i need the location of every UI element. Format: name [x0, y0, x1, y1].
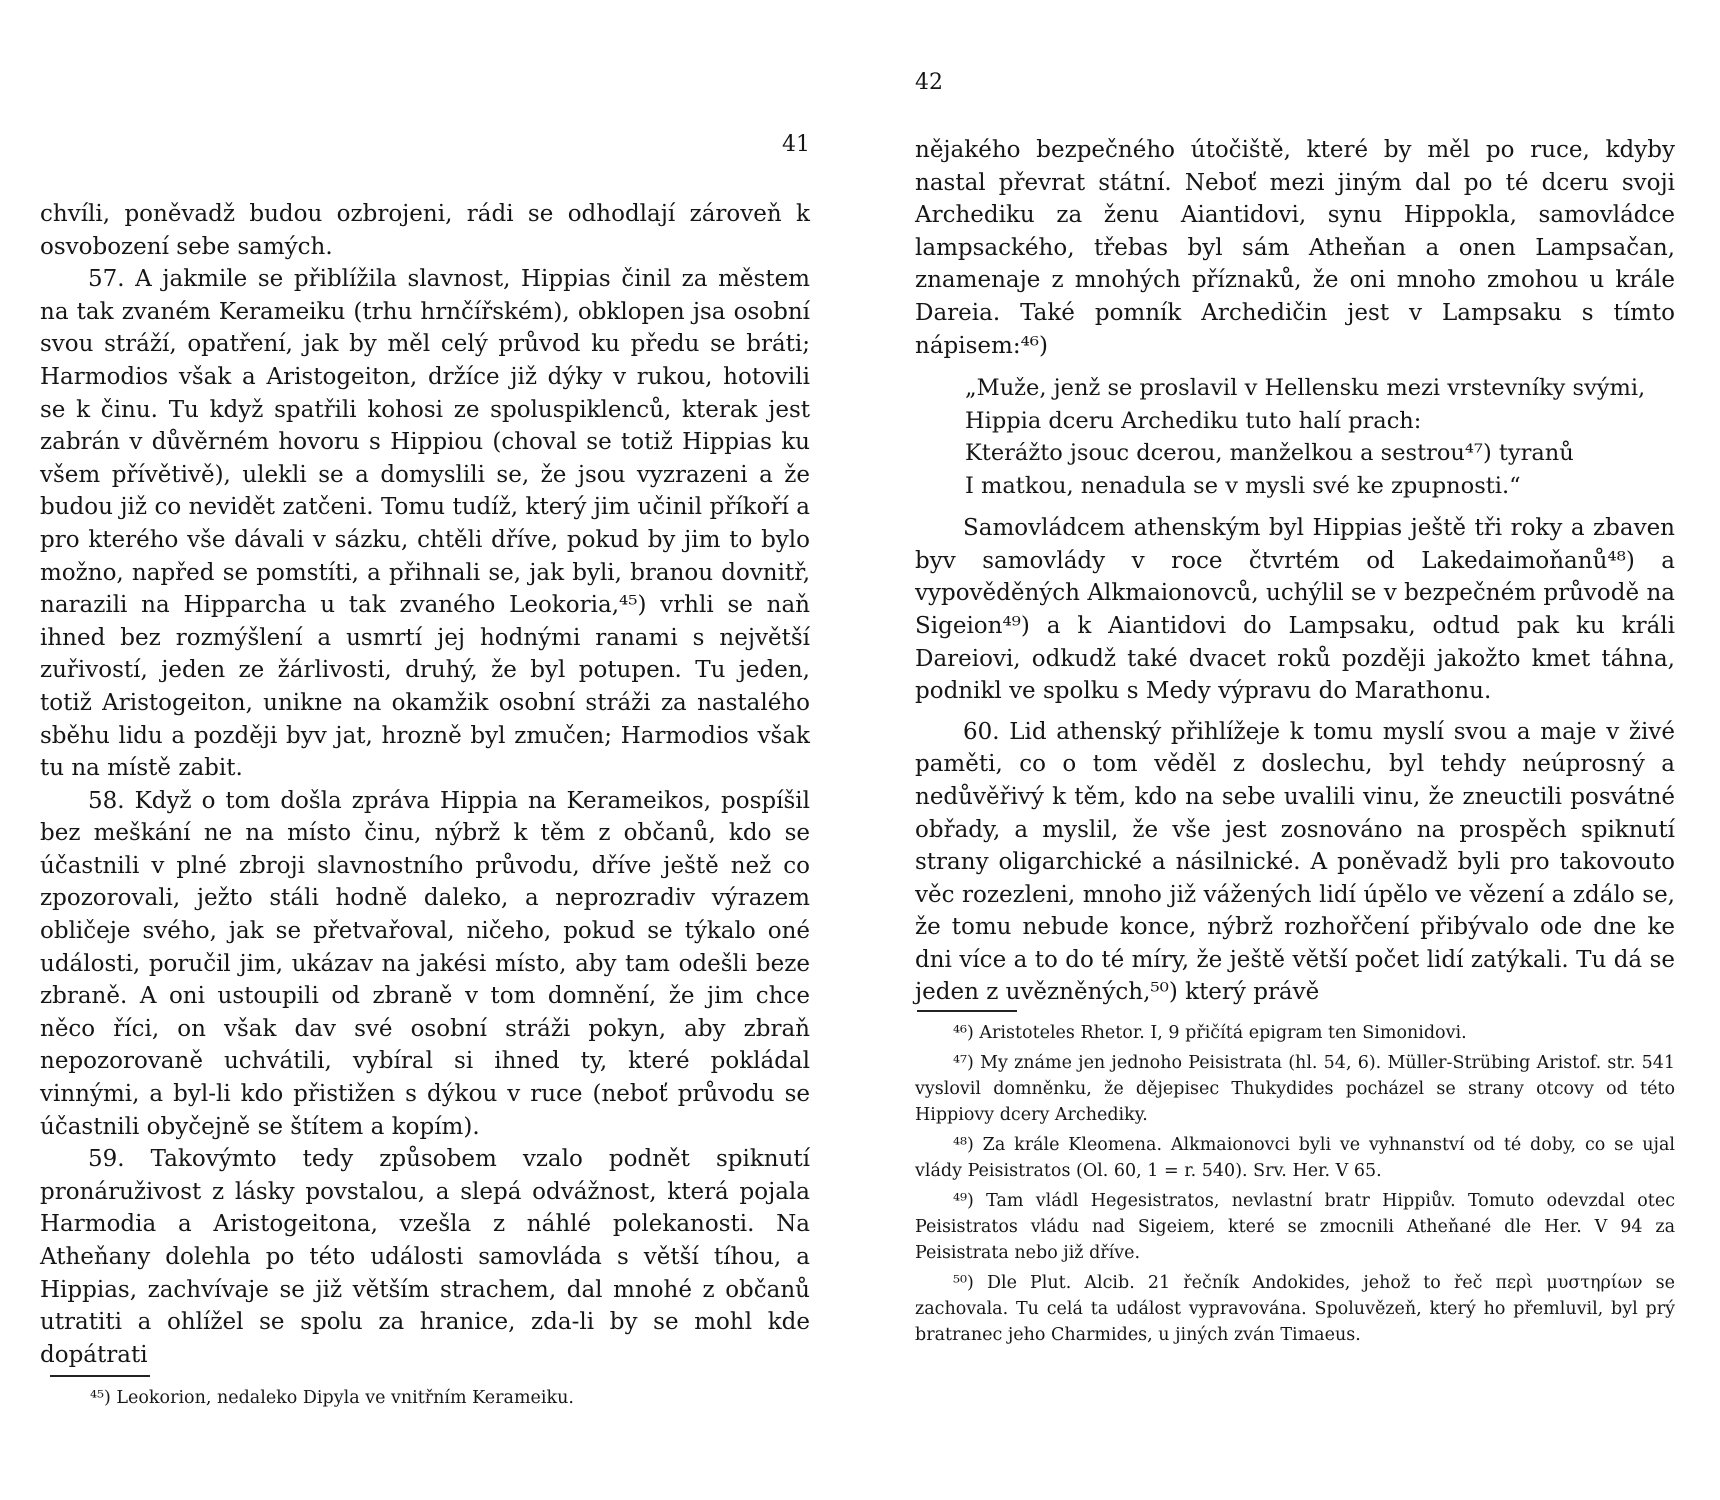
footnote-separator [50, 1375, 150, 1377]
left-footnotes [90, 1385, 810, 1415]
footnote-48: ⁴⁸) Za krále Kleomena. Alkmaionovci byli ve vyhnanství od té doby, co se ujal vlády Peisistratos (Ol. 60, 1 = r. 540). Srv. Her. V 65. [915, 1135, 1675, 1181]
paragraph-59: 59. Takovýmto tedy způsobem vzalo podnět spiknutí pronáruživost z lásky povstalou, a slepá odvážnost, která pojala Harmodia a Aristogeitona, vzešla z náhlé polekanosti. Na Atheňany dolehla po této události samovláda s větší tíhou, a Hippias, zachvívaje se již větším strachem, dal mnohé z občanů utratiti a ohlížel se spolu za hranice, zda-li by se mohl kde dopátrati [40, 1146, 810, 1368]
poem-line: „Muže, jenž se proslavil v Hellensku mezi vrstevníky svými, [965, 375, 1646, 402]
footnote-45: ⁴⁵) Leokorion, nedaleko Dipyla ve vnitřním Kerameiku. [90, 1388, 574, 1408]
right-page [915, 0, 1675, 1500]
left-page [40, 0, 810, 1500]
right-footnotes [915, 1020, 1675, 1352]
footnote-47: ⁴⁷) My známe jen jednoho Peisistrata (hl. 54, 6). Müller-Strübing Aristof. str. 541 vyslovil domněnku, že dějepisec Thukydides pocházel se strany otcovy od této Hippiovy dcery Archediky. [915, 1053, 1675, 1125]
right-body-text [915, 134, 1675, 1009]
paragraph: nějakého bezpečného útočiště, které by měl po ruce, kdyby nastal převrat státní. Neboť mezi jiným dal po té dceru svoji Archediku za ženu Aiantidovi, synu Hippokla, samovládce lampsackého, třebas byl sám Atheňan a onen Lampsačan, znamenaje z mnohých příznaků, že oni mnoho zmohou u krále Dareia. Také pomník Archedičin jest v Lampsaku s tímto nápisem:⁴⁶) [915, 137, 1675, 359]
page-number: 42 [915, 70, 943, 95]
footnote-50: ⁵⁰) Dle Plut. Alcib. 21 řečník Andokides, jehož to řeč περὶ μυστηρίων se zachovala. Tu celá ta událost vypravována. Spoluvězeň, který ho přemluvil, byl prý bratranec jeho Charmides, u jiných zván Timaeus. [915, 1273, 1675, 1345]
left-body-text [40, 198, 810, 1371]
poem-line: I matkou, nenadula se v mysli své ke zpupnosti.“ [965, 472, 1521, 499]
paragraph-58: 58. Když o tom došla zpráva Hippia na Kerameikos, pospíšil bez meškání ne na místo činu, nýbrž k těm z občanů, kdo se účastnili v plné zbroji slavnostního průvodu, dříve ještě než co zpozorovali, ježto stáli hodně daleko, a neprozradiv výrazem obličeje svého, jak se přetvařoval, ničeho, pokud se týkalo oné události, poručil jim, ukázav na jakési místo, aby tam odešli beze zbraně. A oni ustoupili od zbraně v tom domnění, že jim chce něco říci, on však dav své osobní stráži pokyn, aby zbraň nepozorovaně uchvátili, vybíral si ihned ty, které pokládal vinnými, a byl-li kdo přistižen s dýkou v ruce (neboť průvodu se účastnili obyčejně se štítem a kopím). [40, 787, 810, 1140]
paragraph-60: 60. Lid athenský přihlížeje k tomu myslí svou a maje v živé paměti, co o tom věděl z doslechu, byl tehdy neúprosný a nedůvěřivý k těm, kdo na sebe uvalili vinu, že zneuctili posvátné obřady, a myslil, že vše jest zosnováno na prospěch spiknutí strany oligarchické a násilnické. A poněvadž byli pro takovouto věc rozezleni, mnoho již vážených lidí úpělo ve vězení a zdálo se, že tomu nebude konce, nýbrž rozhořčení přibývalo ode dne ke dni více a to do té míry, že ještě větší počet lidí zatýkali. Tu dá se jeden z uvězněných,⁵⁰) který právě [915, 718, 1675, 1006]
poem-line: Hippia dceru Archediku tuto halí prach: [965, 407, 1422, 434]
footnote-46: ⁴⁶) Aristoteles Rhetor. I, 9 přičítá epigram ten Simonidovi. [953, 1023, 1467, 1043]
poem-line: Kterážto jsouc dcerou, manželkou a sestrou⁴⁷) tyranů [965, 440, 1574, 467]
paragraph: chvíli, poněvadž budou ozbrojeni, rádi se odhodlají zároveň k osvobození sebe samých. [40, 201, 810, 260]
footnote-separator [917, 1010, 1017, 1012]
page-number: 41 [782, 132, 810, 157]
paragraph: Samovládcem athenským byl Hippias ještě tři roky a zbaven byv samovlády v roce čtvrtém od Lakedaimoňanů⁴⁸) a vypověděných Alkmaionovců, uchýlil se v bezpečném průvodě na Sigeion⁴⁹) a k Aiantidovi do Lampsaku, odtud pak ku králi Dareiovi, odkudž také dvacet roků později jakožto kmet táhna, podnikl ve spolku s Medy výpravu do Marathonu. [915, 515, 1675, 705]
footnote-49: ⁴⁹) Tam vládl Hegesistratos, nevlastní bratr Hippiův. Tomuto odevzdal otec Peisistratos vládu nad Sigeiem, které se zmocnili Atheňané dle Her. V 94 za Peisistrata nebo již dříve. [915, 1191, 1675, 1263]
epigram-poem [965, 372, 1675, 502]
paragraph-57: 57. A jakmile se přiblížila slavnost, Hippias činil za městem na tak zvaném Kerameiku (trhu hrnčířském), obklopen jsa osobní svou stráží, opatření, jak by měl celý průvod ku předu se bráti; Harmodios však a Aristogeiton, držíce již dýky v rukou, hotovili se k činu. Tu když spatřili kohosi ze spoluspiklenců, kterak jest zabrán v důvěrném hovoru s Hippiou (choval se totiž Hippias ku všem přívětivě), ulekli se a domyslili se, že jsou vyzrazeni a že budou již co nevidět zatčeni. Tomu tudíž, který jim učinil příkoří a pro kterého vše dávali v sázku, chtěli dříve, pokud by jim to bylo možno, napřed se pomstíti, a přihnali se, jak byli, branou dovnitř, narazili na Hipparcha u tak zvaného Leokoria,⁴⁵) vrhli se naň ihned bez rozmýšlení a usmrtí jej hodnými ranami s největší zuřivostí, jeden ze žárlivosti, druhý, že byl potupen. Tu jeden, totiž Aristogeiton, unikne na okamžik osobní stráži za nastalého sběhu lidu a později byv jat, hrozně byl zmučen; Harmodios však tu na místě zabit. [40, 266, 810, 782]
